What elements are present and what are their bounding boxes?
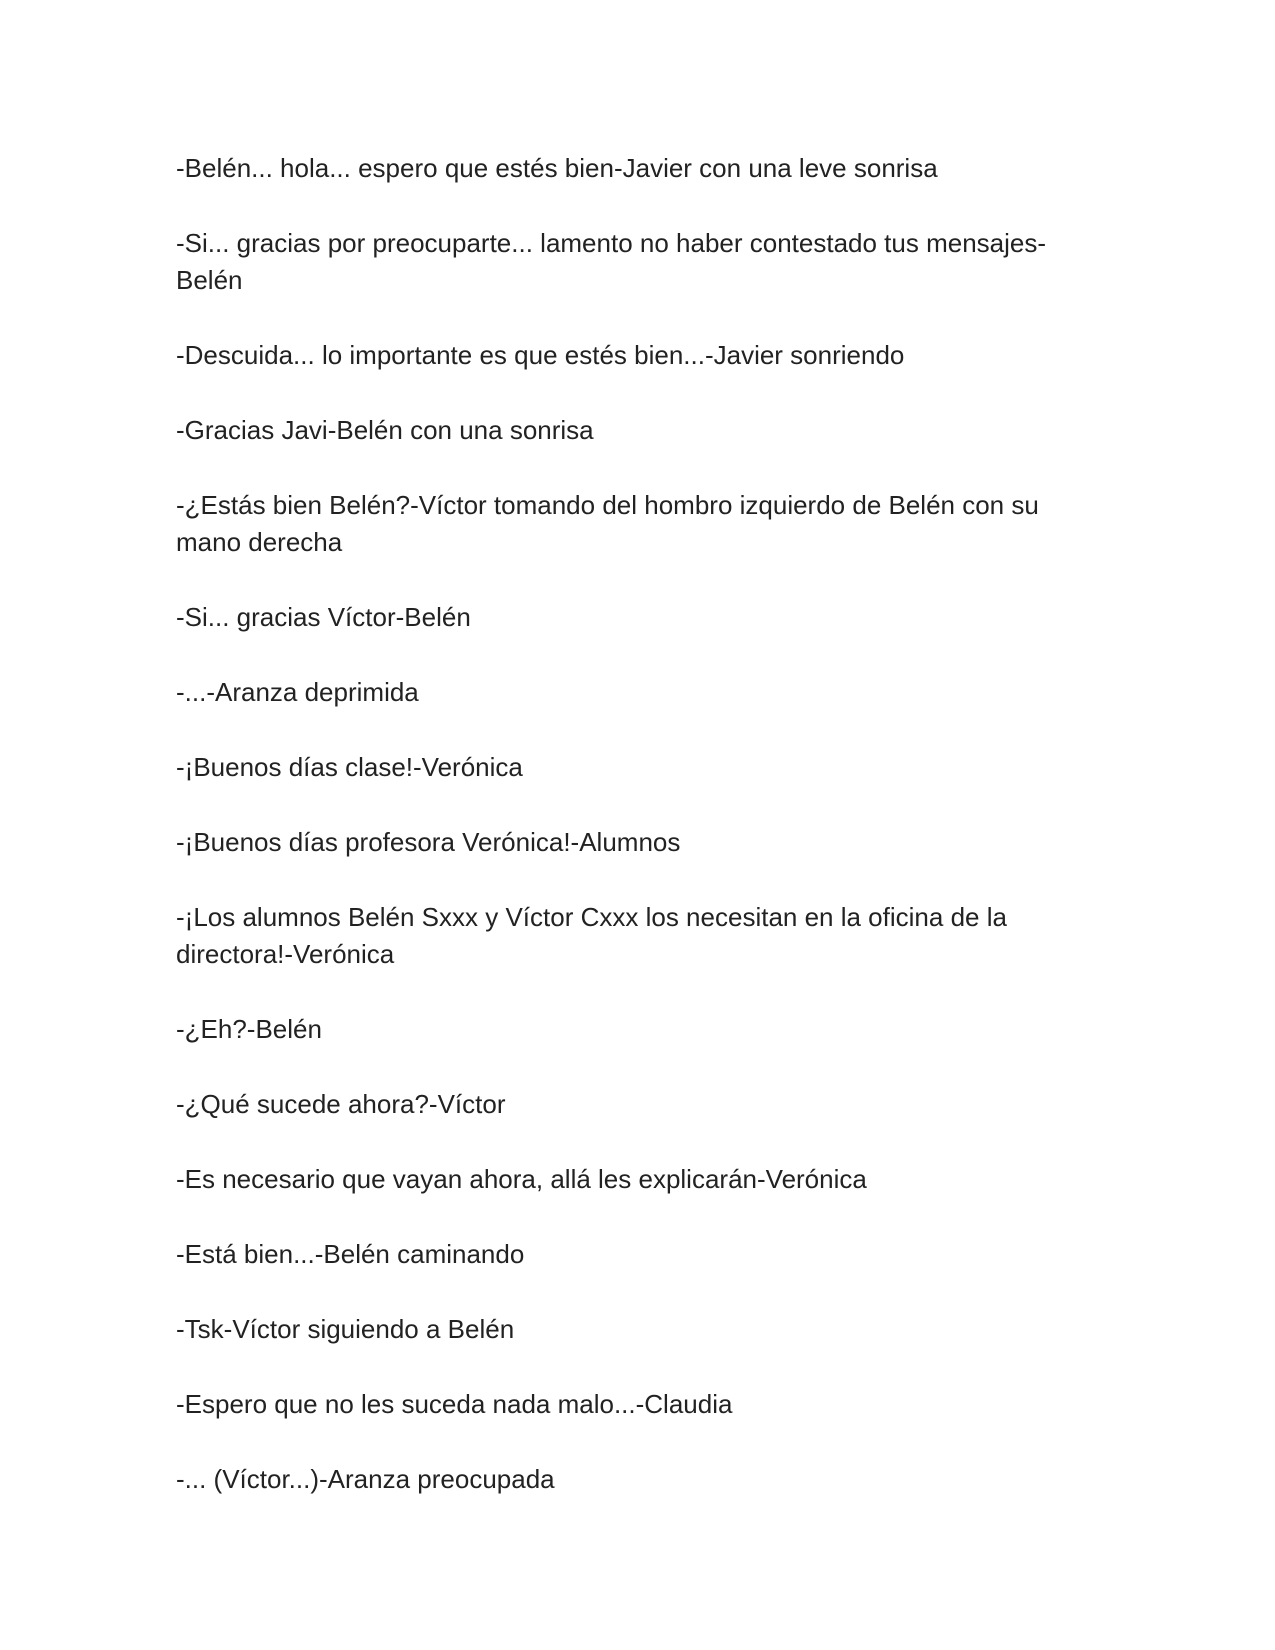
paragraph: -Es necesario que vayan ahora, allá les explicarán-Verónica — [176, 1164, 867, 1194]
paragraph: -¡Los alumnos Belén Sxxx y Víctor Cxxx los necesitan en la oficina de la directora!-Verónica — [176, 902, 1007, 969]
paragraph: -¿Estás bien Belén?-Víctor tomando del hombro izquierdo de Belén con su mano derecha — [176, 490, 1039, 557]
document-body — [176, 150, 1096, 1536]
paragraph: -Gracias Javi-Belén con una sonrisa — [176, 415, 594, 445]
paragraph: -Tsk-Víctor siguiendo a Belén — [176, 1314, 515, 1344]
paragraph: -¡Buenos días clase!-Verónica — [176, 752, 523, 782]
paragraph: -Está bien...-Belén caminando — [176, 1239, 525, 1269]
paragraph: -Belén... hola... espero que estés bien-Javier con una leve sonrisa — [176, 153, 938, 183]
paragraph: -¿Qué sucede ahora?-Víctor — [176, 1089, 506, 1119]
paragraph: -... (Víctor...)-Aranza preocupada — [176, 1464, 555, 1494]
paragraph: -¿Eh?-Belén — [176, 1014, 322, 1044]
paragraph: -Si... gracias por preocuparte... lamento no haber contestado tus mensajes-Belén — [176, 228, 1047, 295]
paragraph: -...-Aranza deprimida — [176, 677, 419, 707]
paragraph: -Espero que no les suceda nada malo...-Claudia — [176, 1389, 733, 1419]
paragraph: -Descuida... lo importante es que estés bien...-Javier sonriendo — [176, 340, 905, 370]
paragraph: -Si... gracias Víctor-Belén — [176, 602, 471, 632]
paragraph: -¡Buenos días profesora Verónica!-Alumnos — [176, 827, 681, 857]
